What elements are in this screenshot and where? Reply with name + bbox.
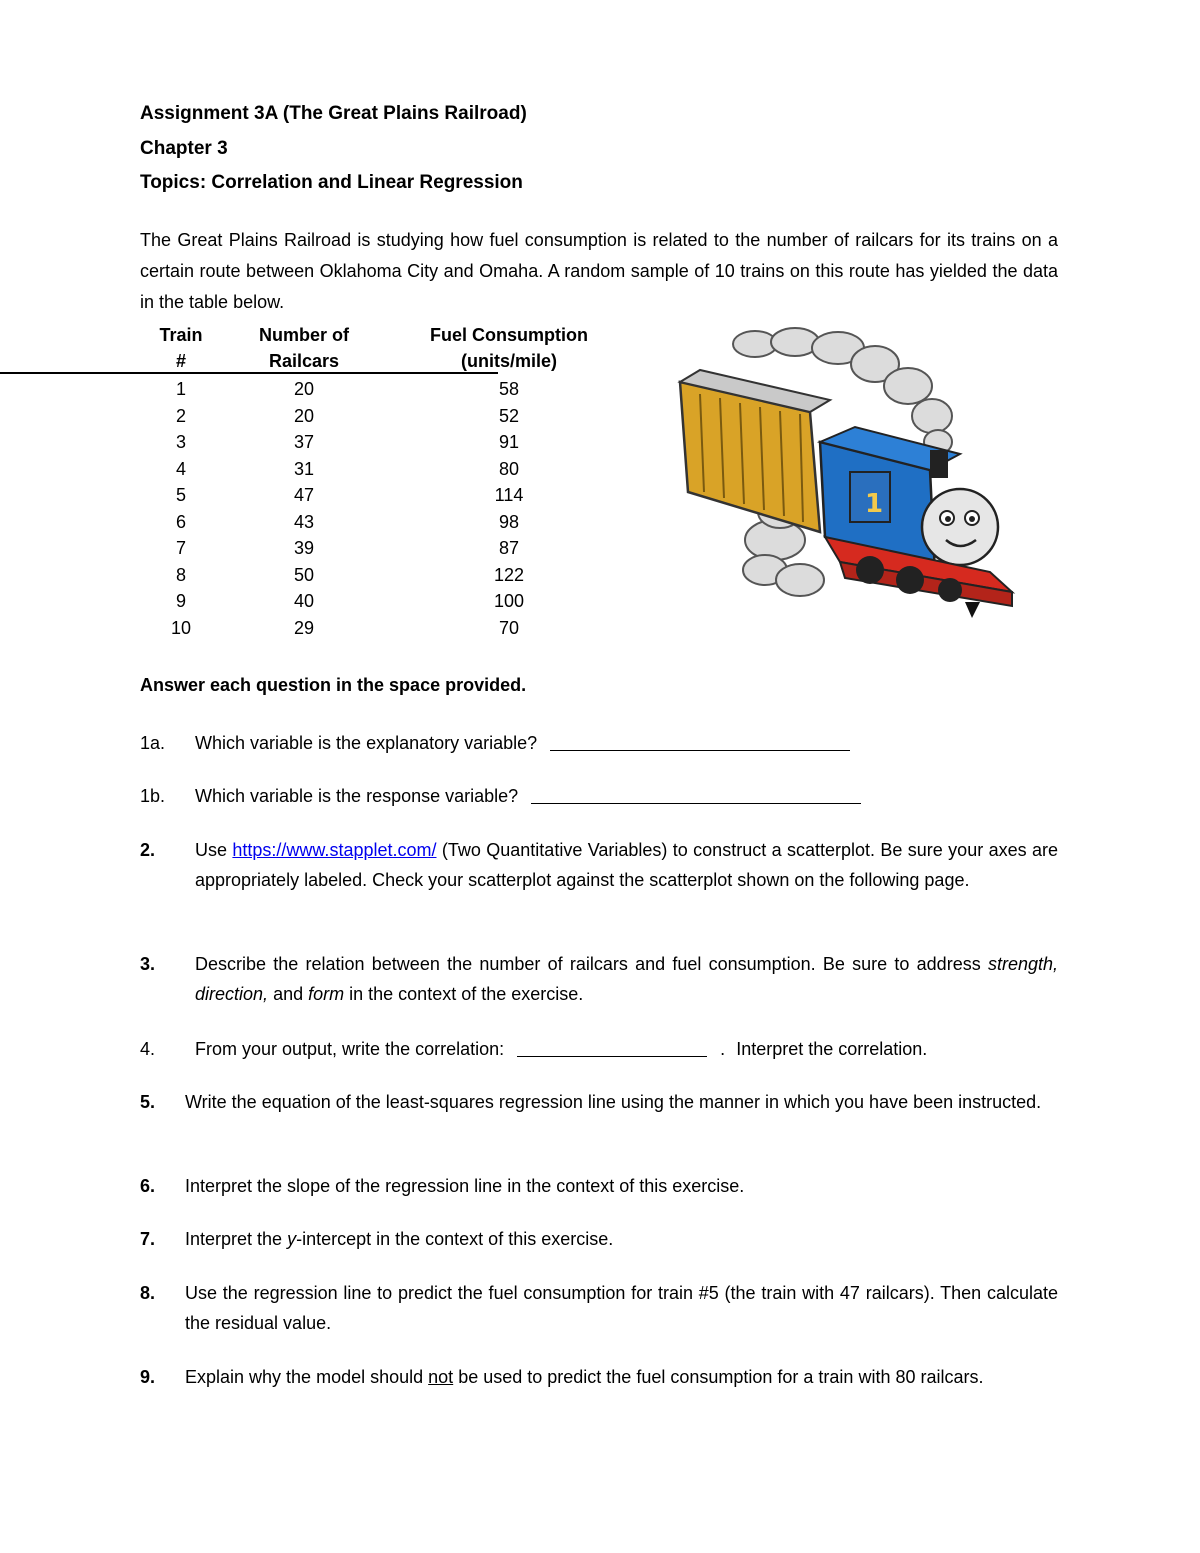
table-cell: 47 [293, 485, 315, 505]
table-cell: 58 [498, 379, 520, 399]
question-text: and [273, 984, 304, 1004]
header-line: (units/mile) [460, 351, 557, 371]
table-cell: 9 [175, 591, 186, 611]
question-text: Describe the relation between the number of railcars and fuel consumption. Be sure to address [195, 954, 981, 974]
question-number: 8. [140, 1283, 156, 1303]
table-cell: 5 [175, 485, 186, 505]
question-number: 4. [140, 1039, 156, 1059]
instructions: Answer each question in the space provided. [140, 675, 527, 695]
intro-paragraph: The Great Plains Railroad is studying how fuel consumption is related to the number of railcars for its trains on a certain route between Oklahoma City and Omaha. A random sample of 10 trains on this route has yielded the data in the table below. [140, 230, 1058, 312]
question-text: Which variable is the explanatory variable? [195, 733, 538, 753]
svg-text:1: 1 [865, 489, 884, 519]
question-text: (Two Quantitative Variables) to construct a scatterplot. Be sure your axes are appropriately labeled. Check your scatterplot against the scatterplot shown on the following page. [195, 840, 1058, 890]
table-cell: 70 [498, 617, 520, 638]
topics-heading: Topics: Correlation and Linear Regression [140, 172, 523, 193]
stapplet-link[interactable]: https://www.stapplet.com/ [232, 840, 437, 860]
table-cell: 37 [293, 432, 315, 452]
answer-blank[interactable] [550, 730, 850, 751]
chapter-heading: Chapter 3 [140, 138, 228, 159]
question-number: 1b. [140, 786, 166, 806]
table-cell: 1 [175, 379, 186, 399]
question-text: in the context of the exercise. [349, 984, 584, 1004]
table-cell: 100 [493, 591, 525, 611]
table-cell: 2 [175, 405, 186, 426]
question-text: Use the regression line to predict the fuel consumption for train #5 (the train with 47 railcars). Then calculate the residual value. [185, 1283, 1058, 1333]
table-cell: 80 [498, 458, 520, 479]
emphasis-strength: strength, [987, 954, 1058, 974]
table-cell: 40 [293, 591, 315, 611]
question-text: Interpret the correlation. [736, 1039, 928, 1059]
table-cell: 52 [498, 405, 520, 426]
answer-blank[interactable] [531, 783, 861, 804]
question-3 [140, 949, 1058, 1009]
question-text: . [720, 1039, 726, 1059]
table-cell: 6 [175, 511, 186, 532]
question-text: Interpret the [185, 1229, 283, 1249]
answer-blank[interactable] [517, 1036, 707, 1057]
question-text: Use [195, 840, 228, 860]
table-cell: 20 [293, 379, 315, 399]
emphasis-not: not [428, 1367, 454, 1387]
table-cell: 114 [494, 485, 524, 505]
question-1b [140, 781, 1058, 811]
table-cell: 87 [498, 538, 520, 558]
table-cell: 20 [293, 405, 315, 426]
question-7 [140, 1224, 1058, 1254]
train-engine-icon [660, 322, 1020, 632]
question-body [195, 728, 1058, 758]
question-1a [140, 728, 1058, 758]
question-number: 2. [140, 840, 156, 860]
table-cell: 50 [293, 564, 315, 585]
question-body [195, 835, 1058, 895]
header-line: Fuel Consumption [430, 325, 588, 345]
question-5 [140, 1087, 1058, 1117]
question-number: 3. [140, 954, 156, 974]
header-line: Railcars [268, 351, 340, 371]
assignment-title: Assignment 3A (The Great Plains Railroad) [140, 103, 527, 124]
emphasis-form: form [308, 984, 345, 1004]
question-text: Interpret the slope of the regression line in the context of this exercise. [185, 1176, 745, 1196]
question-6 [140, 1171, 1058, 1201]
table-cell: 91 [498, 432, 520, 452]
header-line: Number of [259, 325, 349, 345]
question-9 [140, 1362, 1058, 1392]
header-line: Train [159, 325, 203, 345]
table-cell: 39 [293, 538, 315, 558]
table-header-train [140, 322, 222, 374]
table-cell: 3 [175, 432, 186, 452]
table-cell: 8 [175, 564, 186, 585]
question-number: 6. [140, 1176, 156, 1196]
table-header-railcars [230, 322, 378, 374]
question-4 [140, 1034, 1058, 1064]
question-text: From your output, write the correlation: [195, 1039, 505, 1059]
header-line: # [175, 351, 186, 371]
table-cell: 4 [175, 458, 186, 479]
question-number: 1a. [140, 733, 166, 753]
question-number: 7. [140, 1229, 156, 1249]
table-header-rule [0, 372, 498, 374]
question-text: be used to predict the fuel consumption for a train with 80 railcars. [458, 1367, 984, 1387]
table-header-fuel [425, 322, 593, 374]
question-2 [140, 835, 1058, 895]
emphasis-y: y [287, 1229, 297, 1249]
question-body [185, 1362, 1058, 1392]
question-body [195, 781, 1058, 811]
table-cell: 29 [293, 617, 315, 638]
table-cell: 7 [175, 538, 186, 558]
question-text: Which variable is the response variable? [195, 786, 519, 806]
question-number: 5. [140, 1092, 156, 1112]
question-body [185, 1224, 1058, 1254]
question-text: -intercept in the context of this exercise. [296, 1229, 614, 1249]
table-cell: 43 [293, 511, 315, 532]
question-text: Explain why the model should [185, 1367, 424, 1387]
table-cell: 31 [293, 458, 315, 479]
question-text: Write the equation of the least-squares regression line using the manner in which you have been instructed. [185, 1092, 1042, 1112]
question-number: 9. [140, 1367, 156, 1387]
question-body [195, 949, 1058, 1009]
table-cell: 10 [170, 617, 192, 638]
question-body [195, 1034, 1058, 1064]
emphasis-direction: direction, [195, 984, 269, 1004]
table-cell: 98 [498, 511, 520, 532]
question-8 [140, 1278, 1058, 1338]
table-cell: 122 [493, 564, 525, 585]
